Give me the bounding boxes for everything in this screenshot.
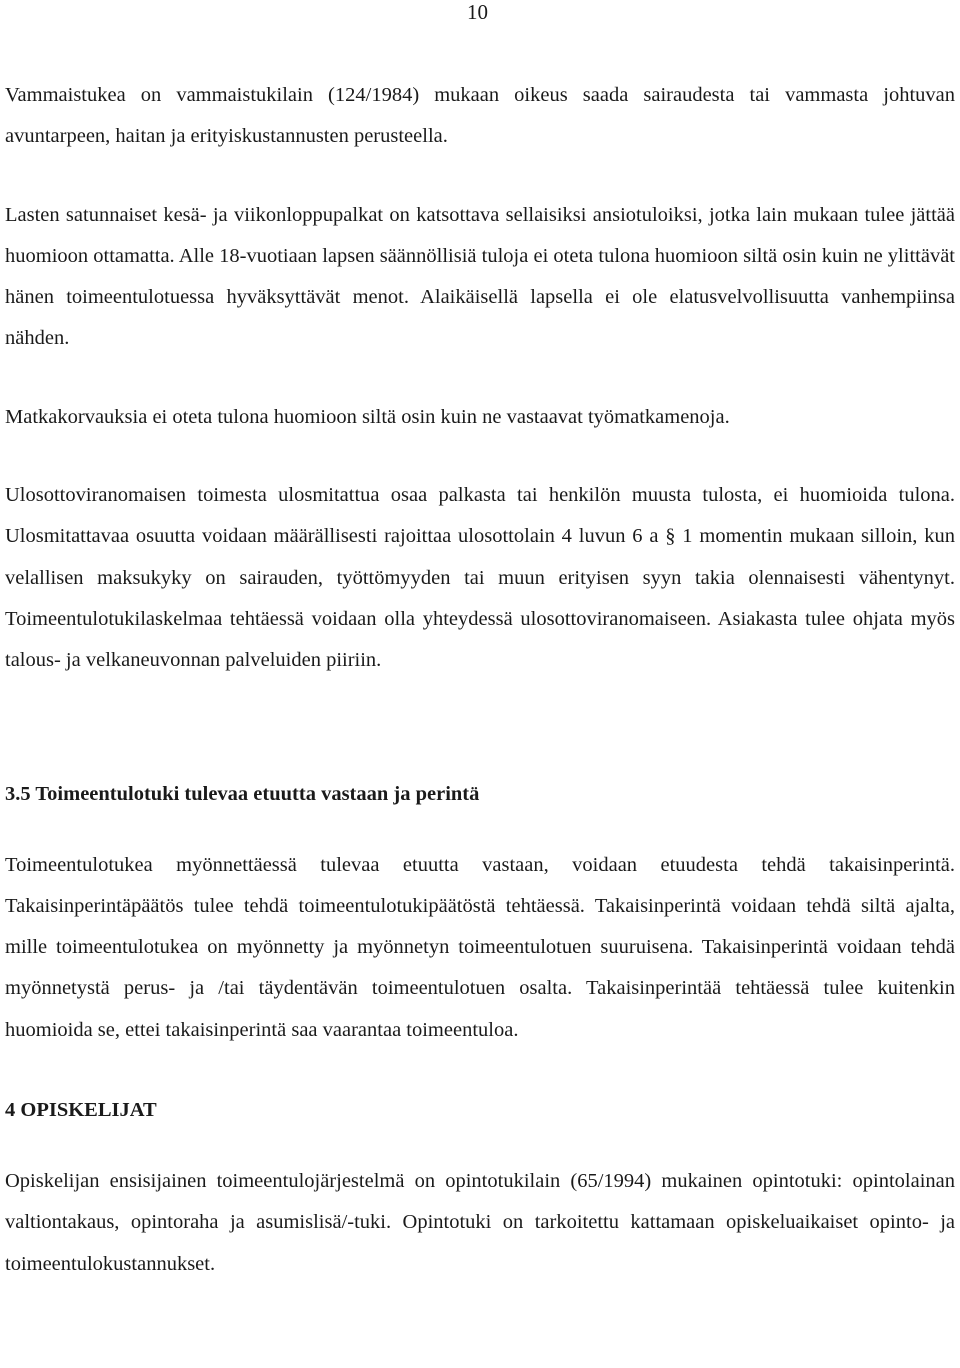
paragraph-matkakorvaukset: Matkakorvauksia ei oteta tulona huomioon siltä osin kuin ne vastaavat työmatkamenoja.	[5, 405, 730, 428]
section-heading-3-5: 3.5 Toimeentulotuki tulevaa etuutta vastaan ja perintä	[5, 782, 480, 805]
page-number: 10	[467, 0, 488, 24]
document-body	[5, 75, 955, 1285]
paragraph-takaisinperinta: Toimeentulotukea myönnettäessä tulevaa etuutta vastaan, voidaan etuudesta tehdä takaisinperintä. Takaisinperintäpäätös tulee tehdä toimeentulotukipäätöstä tehtäessä. Takaisinperintä voidaan tehdä siltä ajalta, mille toimeentulotukea on myönnetty ja myönnetyn toimeentulotuen suuruisena. Takaisinperintä voidaan tehdä myönnetystä perus- ja /tai täydentävän toimeentulotuen osalta. Takaisinperintää tehtäessä tulee kuitenkin huomioida se, ettei takaisinperintä saa vaarantaa toimeentuloa.	[5, 853, 955, 1041]
paragraph-opiskelijat: Opiskelijan ensisijainen toimeentulojärjestelmä on opintotukilain (65/1994) mukainen opintotuki: opintolainan valtiontakaus, opintoraha ja asumislisä/-tuki. Opintotuki on tarkoitettu kattamaan opiskeluaikaiset opinto- ja toimeentulokustannukset.	[5, 1170, 955, 1275]
paragraph-lasten-tulot: Lasten satunnaiset kesä- ja viikonloppupalkat on katsottava sellaisiksi ansiotuloiksi, jotka lain mukaan tulee jättää huomioon ottamatta. Alle 18-vuotiaan lapsen säännöllisiä tuloja ei oteta tulona huomioon siltä osin kuin ne ylittävät hänen toimeentulotuessa hyväksyttävät menot. Alaikäisellä lapsella ei ole elatusvelvollisuutta vanhempiinsa nähden.	[5, 203, 955, 350]
paragraph-ulosotto: Ulosottoviranomaisen toimesta ulosmitattua osaa palkasta tai henkilön muusta tulosta, ei huomioida tulona. Ulosmitattavaa osuutta voidaan määrällisesti rajoittaa ulosottolain 4 luvun 6 a § 1 momentin mukaan silloin, kun velallisen maksukyky on sairauden, työttömyyden tai muun erityisen syyn takia olennaisesti vähentynyt. Toimeentulotukilaskelmaa tehtäessä voidaan olla yhteydessä ulosottoviranomaiseen. Asiakasta tulee ohjata myös talous- ja velkaneuvonnan palveluiden piiriin.	[5, 484, 955, 672]
paragraph-vammaistuki: Vammaistukea on vammaistukilain (124/1984) mukaan oikeus saada sairaudesta tai vammasta johtuvan avuntarpeen, haitan ja erityiskustannusten perusteella.	[5, 84, 955, 148]
section-heading-4: 4 OPISKELIJAT	[5, 1099, 157, 1122]
